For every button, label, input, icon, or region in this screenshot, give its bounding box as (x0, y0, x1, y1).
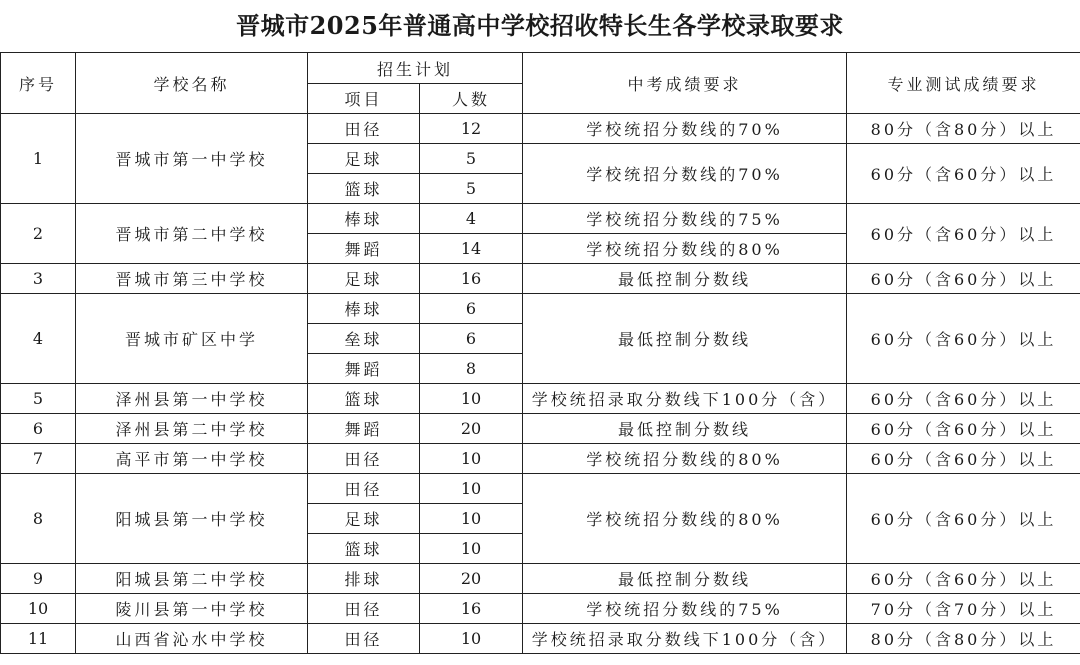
admission-table (0, 52, 1080, 654)
seq-cell: 2 (1, 204, 76, 264)
exam-cell: 学校统招分数线的75% (523, 594, 847, 624)
count-cell: 8 (420, 354, 523, 384)
exam-cell: 最低控制分数线 (523, 564, 847, 594)
test-cell: 60分（含60分）以上 (847, 144, 1080, 204)
header-test: 专业测试成绩要求 (847, 53, 1080, 114)
seq-cell: 9 (1, 564, 76, 594)
count-cell: 10 (420, 624, 523, 654)
item-cell: 舞蹈 (308, 414, 420, 444)
exam-cell: 最低控制分数线 (523, 264, 847, 294)
test-cell: 80分（含80分）以上 (847, 624, 1080, 654)
school-name: 晋城市第三中学校 (76, 264, 308, 294)
item-cell: 篮球 (308, 534, 420, 564)
count-cell: 10 (420, 504, 523, 534)
count-cell: 10 (420, 444, 523, 474)
item-cell: 篮球 (308, 384, 420, 414)
school-name: 泽州县第二中学校 (76, 414, 308, 444)
exam-cell: 学校统招分数线的70% (523, 114, 847, 144)
header-school: 学校名称 (76, 53, 308, 114)
count-cell: 16 (420, 264, 523, 294)
test-cell: 60分（含60分）以上 (847, 564, 1080, 594)
school-name: 晋城市第一中学校 (76, 114, 308, 204)
seq-cell: 1 (1, 114, 76, 204)
school-name: 山西省沁水中学校 (76, 624, 308, 654)
item-cell: 舞蹈 (308, 234, 420, 264)
school-name: 陵川县第一中学校 (76, 594, 308, 624)
school-name: 阳城县第二中学校 (76, 564, 308, 594)
exam-cell: 学校统招分数线的75% (523, 204, 847, 234)
test-cell: 70分（含70分）以上 (847, 594, 1080, 624)
count-cell: 20 (420, 414, 523, 444)
header-seq: 序号 (1, 53, 76, 114)
header-item: 项目 (308, 84, 420, 114)
table-row (1, 474, 1080, 504)
item-cell: 排球 (308, 564, 420, 594)
school-name: 高平市第一中学校 (76, 444, 308, 474)
table-row (1, 264, 1080, 294)
item-cell: 足球 (308, 264, 420, 294)
header-plan: 招生计划 (308, 53, 523, 84)
test-cell: 60分（含60分）以上 (847, 294, 1080, 384)
exam-cell: 最低控制分数线 (523, 294, 847, 384)
count-cell: 12 (420, 114, 523, 144)
count-cell: 10 (420, 534, 523, 564)
table-row (1, 444, 1080, 474)
item-cell: 田径 (308, 444, 420, 474)
school-name: 晋城市第二中学校 (76, 204, 308, 264)
count-cell: 16 (420, 594, 523, 624)
item-cell: 田径 (308, 594, 420, 624)
test-cell: 60分（含60分）以上 (847, 474, 1080, 564)
seq-cell: 3 (1, 264, 76, 294)
test-cell: 60分（含60分）以上 (847, 384, 1080, 414)
item-cell: 足球 (308, 504, 420, 534)
count-cell: 10 (420, 384, 523, 414)
table-row (1, 204, 1080, 234)
test-cell: 60分（含60分）以上 (847, 444, 1080, 474)
seq-cell: 4 (1, 294, 76, 384)
seq-cell: 8 (1, 474, 76, 564)
exam-cell: 学校统招分数线的80% (523, 444, 847, 474)
header-count: 人数 (420, 84, 523, 114)
table-row (1, 384, 1080, 414)
test-cell: 80分（含80分）以上 (847, 114, 1080, 144)
school-name: 晋城市矿区中学 (76, 294, 308, 384)
school-name: 泽州县第一中学校 (76, 384, 308, 414)
test-cell: 60分（含60分）以上 (847, 264, 1080, 294)
count-cell: 20 (420, 564, 523, 594)
item-cell: 棒球 (308, 294, 420, 324)
seq-cell: 10 (1, 594, 76, 624)
seq-cell: 7 (1, 444, 76, 474)
count-cell: 6 (420, 324, 523, 354)
item-cell: 田径 (308, 114, 420, 144)
count-cell: 5 (420, 174, 523, 204)
test-cell: 60分（含60分）以上 (847, 414, 1080, 444)
item-cell: 棒球 (308, 204, 420, 234)
test-cell: 60分（含60分）以上 (847, 204, 1080, 264)
header-exam: 中考成绩要求 (523, 53, 847, 114)
count-cell: 6 (420, 294, 523, 324)
school-name: 阳城县第一中学校 (76, 474, 308, 564)
exam-cell: 学校统招分数线的70% (523, 144, 847, 204)
seq-cell: 11 (1, 624, 76, 654)
seq-cell: 6 (1, 414, 76, 444)
item-cell: 田径 (308, 474, 420, 504)
exam-cell: 学校统招分数线的80% (523, 474, 847, 564)
table-row (1, 114, 1080, 144)
table-row (1, 594, 1080, 624)
count-cell: 5 (420, 144, 523, 174)
item-cell: 垒球 (308, 324, 420, 354)
exam-cell: 最低控制分数线 (523, 414, 847, 444)
count-cell: 14 (420, 234, 523, 264)
table-row (1, 294, 1080, 324)
exam-cell: 学校统招录取分数线下100分（含） (523, 624, 847, 654)
item-cell: 舞蹈 (308, 354, 420, 384)
exam-cell: 学校统招录取分数线下100分（含） (523, 384, 847, 414)
item-cell: 田径 (308, 624, 420, 654)
seq-cell: 5 (1, 384, 76, 414)
table-row (1, 564, 1080, 594)
table-row (1, 624, 1080, 654)
count-cell: 4 (420, 204, 523, 234)
item-cell: 足球 (308, 144, 420, 174)
exam-cell: 学校统招分数线的80% (523, 234, 847, 264)
table-row (1, 414, 1080, 444)
item-cell: 篮球 (308, 174, 420, 204)
page-title: 晋城市2025年普通高中学校招收特长生各学校录取要求 (236, 11, 844, 40)
count-cell: 10 (420, 474, 523, 504)
